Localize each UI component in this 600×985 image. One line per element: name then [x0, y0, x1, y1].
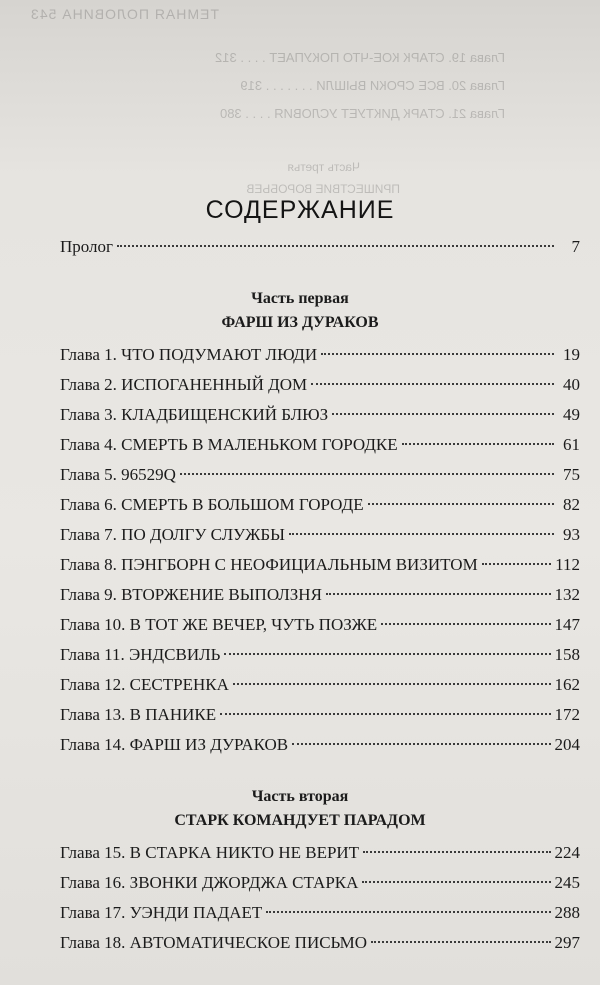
toc-entry-label: Глава 8. ПЭНГБОРН С НЕОФИЦИАЛЬНЫМ ВИЗИТОМ — [60, 555, 478, 574]
toc-entry-label: Глава 13. В ПАНИКЕ — [60, 705, 217, 724]
dot-leader — [220, 713, 550, 715]
toc-page-number: 49 — [563, 405, 580, 424]
dot-leader — [402, 443, 554, 445]
toc-entry-label: Глава 5. 96529Q — [60, 465, 176, 484]
dot-leader — [326, 593, 551, 595]
toc-entry[interactable] — [60, 643, 580, 667]
toc-page-number: 147 — [554, 615, 580, 634]
toc-page-number: 93 — [563, 525, 580, 544]
toc-page-number: 7 — [571, 237, 580, 256]
toc-page-number: 19 — [563, 345, 580, 364]
bleed-line: Часть третья — [287, 160, 360, 174]
part-label: Часть вторая — [251, 788, 349, 805]
bleed-through-text — [0, 0, 600, 200]
dot-leader — [362, 881, 550, 883]
toc-page-number: 224 — [554, 843, 580, 862]
part-title: СТАРК КОМАНДУЕТ ПАРАДОМ — [174, 812, 426, 829]
toc-entry[interactable] — [60, 553, 580, 577]
dot-leader — [363, 851, 550, 853]
toc-page-number: 112 — [555, 555, 580, 574]
toc-entry-label: Глава 4. СМЕРТЬ В МАЛЕНЬКОМ ГОРОДКЕ — [60, 435, 398, 454]
toc-entry-label: Глава 18. АВТОМАТИЧЕСКОЕ ПИСЬМО — [60, 933, 368, 952]
toc-entry[interactable] — [60, 901, 580, 925]
dot-leader — [482, 563, 551, 565]
toc-page-number: 158 — [554, 645, 580, 664]
bleed-line: Глава 19. СТАРК КОЕ-ЧТО ПОКУПАЕТ . . . . 312 — [215, 50, 505, 65]
dot-leader — [381, 623, 550, 625]
toc-page-number: 162 — [554, 675, 580, 694]
toc-entry-label: Глава 15. В СТАРКА НИКТО НЕ ВЕРИТ — [60, 843, 360, 862]
toc-page-number: 297 — [554, 933, 580, 952]
toc-page-number: 75 — [563, 465, 580, 484]
dot-leader — [321, 353, 554, 355]
toc-page-number: 40 — [563, 375, 580, 394]
toc-page-number: 132 — [554, 585, 580, 604]
dot-leader — [224, 653, 550, 655]
part-title: ФАРШ ИЗ ДУРАКОВ — [221, 314, 379, 331]
toc-entry-label: Глава 16. ЗВОНКИ ДЖОРДЖА СТАРКА — [60, 873, 359, 892]
toc-entry-label: Глава 1. ЧТО ПОДУМАЮТ ЛЮДИ — [60, 345, 318, 364]
dot-leader — [233, 683, 551, 685]
toc-page-number: 172 — [554, 705, 580, 724]
toc-entry-label: Глава 12. СЕСТРЕНКА — [60, 675, 229, 694]
dot-leader — [289, 533, 554, 535]
toc-entry-label: Глава 14. ФАРШ ИЗ ДУРАКОВ — [60, 735, 289, 754]
toc-entry[interactable] — [60, 871, 580, 895]
toc-entry[interactable] — [60, 343, 580, 367]
toc-page-number: 82 — [563, 495, 580, 514]
dot-leader — [292, 743, 550, 745]
bleed-line: Глава 21. СТАРК ДИКТУЕТ УСЛОВИЯ . . . . 380 — [219, 106, 505, 121]
dot-leader — [180, 473, 554, 475]
toc-entry-label: Глава 3. КЛАДБИЩЕНСКИЙ БЛЮЗ — [60, 405, 329, 424]
part-label: Часть первая — [251, 290, 349, 307]
dot-leader — [368, 503, 554, 505]
toc-entry[interactable] — [60, 403, 580, 427]
toc-entry-label: Глава 2. ИСПОГАНЕННЫЙ ДОМ — [60, 375, 308, 394]
toc-entry[interactable] — [60, 841, 580, 865]
toc-entry-label: Глава 7. ПО ДОЛГУ СЛУЖБЫ — [60, 525, 285, 544]
toc-entry[interactable] — [60, 463, 580, 487]
toc-page-number: 61 — [563, 435, 580, 454]
dot-leader — [332, 413, 554, 415]
dot-leader — [311, 383, 554, 385]
toc-entry[interactable] — [60, 673, 580, 697]
toc-entry-label: Глава 17. УЭНДИ ПАДАЕТ — [60, 903, 263, 922]
dot-leader — [266, 911, 550, 913]
toc-entry-label: Глава 6. СМЕРТЬ В БОЛЬШОМ ГОРОДЕ — [60, 495, 364, 514]
toc-entry-label: Глава 9. ВТОРЖЕНИЕ ВЫПОЛЗНЯ — [60, 585, 322, 604]
dot-leader — [117, 245, 554, 247]
toc-entry-label: Глава 10. В ТОТ ЖЕ ВЕЧЕР, ЧУТЬ ПОЗЖЕ — [60, 615, 378, 634]
toc-entry[interactable] — [60, 733, 580, 757]
toc-entry[interactable] — [60, 373, 580, 397]
toc-entry[interactable] — [60, 523, 580, 547]
toc-entry[interactable] — [60, 931, 580, 955]
toc-entry-prologue[interactable] — [60, 235, 580, 259]
dot-leader — [371, 941, 550, 943]
toc-entry[interactable] — [60, 583, 580, 607]
bleed-header: ТЕМНАЯ ПОЛОВИНА 543 — [30, 6, 219, 22]
toc-page-number: 245 — [554, 873, 580, 892]
bleed-line: ПРИШЕСТВИЕ ВОРОБЬЕВ — [246, 182, 400, 196]
toc-page-number: 204 — [554, 735, 580, 754]
toc-entry[interactable] — [60, 433, 580, 457]
bleed-line: Глава 20. ВСЕ СРОКИ ВЫШЛИ . . . . . . . 319 — [240, 78, 505, 93]
toc-entry-label: Пролог — [60, 237, 114, 256]
toc-entry[interactable] — [60, 613, 580, 637]
toc-page-number: 288 — [554, 903, 580, 922]
toc-entry[interactable] — [60, 493, 580, 517]
page-title: СОДЕРЖАНИЕ — [205, 196, 395, 224]
toc-entry-label: Глава 11. ЭНДСВИЛЬ — [60, 645, 221, 664]
toc-entry[interactable] — [60, 703, 580, 727]
